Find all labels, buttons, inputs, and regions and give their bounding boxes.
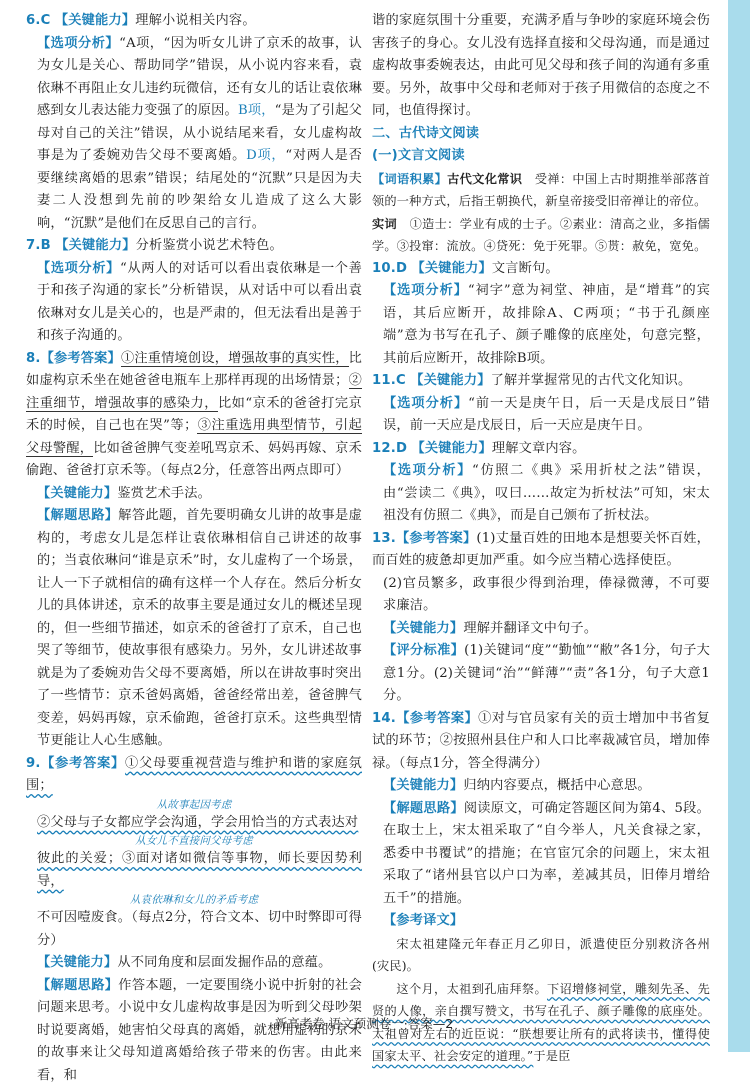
q13-answer: 13.【参考答案】(1)丈量百姓的田地本是想要关怀百姓，而百姓的疲惫却更加严重。如今应当精心选择使臣。 bbox=[372, 528, 710, 573]
q9-handwritten-note-2: 从女儿不直接问父母考虑 bbox=[26, 834, 362, 848]
q7-header: 7.B 【关键能力】分析鉴赏小说艺术特色。 bbox=[26, 235, 362, 258]
vocab-shici: 实词 ①造士：学业有成的士子。②素业：清高之业，多指儒学。③投窜：流放。④贷死：免于死罪。⑤贳：赦免，宽免。 bbox=[372, 213, 710, 258]
q9-answer-1: 9.【参考答案】①父母要重视营造与维护和谐的家庭氛围； bbox=[26, 753, 362, 798]
q13-answer-2: (2)官员繁多，政事很少得到治理，俸禄微薄，不可要求廉洁。 bbox=[372, 573, 710, 618]
page-edge-bar bbox=[728, 0, 750, 1052]
q14-answer: 14.【参考答案】①对与官员家有关的贡士增加中书省复试的环节；②按照州县住户和人口比率裁减官员，增加俸禄。（每点1分，答全得满分） bbox=[372, 708, 710, 776]
subsection-title-wenyan: (一)文言文阅读 bbox=[372, 145, 710, 168]
translation-paragraph-2: 这个月，太祖到孔庙拜祭。下诏增修祠堂，雕刻先圣、先贤的人像，亲自撰写赞文，书写在孔子、颜子雕像的底座处。太祖曾对左右的近臣说：“朕想要让所有的武将读书，懂得使国家太平、社会安定的道理。”于是臣 bbox=[372, 978, 710, 1068]
q12-analysis: 【选项分析】“仿照二《典》采用折杖之法”错误，由“尝读二《典》，叹曰……故定为折杖法”可知，宋太祖没有仿照二《典》，而是自己颁布了折杖法。 bbox=[372, 460, 710, 528]
vocab-culture: 【词语积累】古代文化常识 受禅：中国上古时期推举部落首领的一种方式，后指王朝换代，新皇帝接受旧帝禅让的帝位。 bbox=[372, 168, 710, 213]
q9-answer-4: 不可因噎废食。（每点2分，符合文本、切中时弊即可得分） bbox=[26, 907, 362, 952]
q8-thinking: 【解题思路】解答此题，首先要明确女儿讲的故事是虚构的，考虑女儿是怎样让袁依琳相信自己讲述的故事的；当袁依琳问“谁是京禾”时，女儿虚构了一个场景，让人一下子就相信的确有这样一个人存在。然后分析女儿的具体讲述，京禾的故事主要是通过女儿的概述呈现的，但一些细节描述，如京禾的爸爸打了京禾，自己也哭了等细节，使故事很有感染力。另外，女儿讲述故事就是为了委婉劝告父母不要离婚，所以在讲故事时突出了一些情节：京禾爸妈离婚，爸爸经常出差，爸爸脾气变差，妈妈再嫁，京禾偷跑，爸爸打京禾。这些典型情节更能让人心生感触。 bbox=[26, 505, 362, 753]
q12-header: 12.D 【关键能力】理解文章内容。 bbox=[372, 438, 710, 461]
q9-handwritten-note-3: 从袁依琳和女儿的矛盾考虑 bbox=[26, 893, 362, 907]
q9-thinking-continued: 谐的家庭氛围十分重要，充满矛盾与争吵的家庭环境会伤害孩子的身心。女儿没有选择直接和父母沟通，而是通过虚构故事委婉表达，由此可见父母和孩子间的沟通有多重要。另外，故事中父母和老师对于孩子用微信的态度之不同，也值得探讨。 bbox=[372, 10, 710, 123]
q11-analysis: 【选项分析】“前一天是庚午日，后一天是戊辰日”错误，前一天应是戊辰日，后一天应是庚午日。 bbox=[372, 393, 710, 438]
q14-thinking: 【解题思路】阅读原文，可确定答题区间为第4、5段。在取士上，宋太祖采取了“自今举人，凡关食禄之家，悉委中书覆试”的措施；在官宦冗余的问题上，宋太祖采取了“诸州县官以户口为率，差减其员，旧俸月增给五千”的措施。 bbox=[372, 798, 710, 911]
translation-paragraph-1: 宋太祖建隆元年春正月乙卯日，派遣使臣分别救济各州(灾民)。 bbox=[372, 933, 710, 978]
q6-analysis: 【选项分析】“A项，“因为听女儿讲了京禾的故事，认为女儿是关心、帮助同学”错误，从小说内容来看，袁依琳不再阻止女儿违约玩微信，还有女儿的话让袁依琳感到女儿表达能力变强了的原因。B项，“是为了引起父母对自己的关注”错误，从小说结尾来看，女儿虚构故事是为了委婉劝告父母不要离婚。D项，“对两人是否要继续离婚的思索”错误；结尾处的“沉默”只是因为夫妻二人没想到先前的吵架给女儿造成了这么大影响，“沉默”是他们在反思自己的言行。 bbox=[26, 33, 362, 236]
q10-analysis: 【选项分析】“祠字”意为祠堂、神庙，是“增葺”的宾语，其后应断开，故排除A、C两项；“书于孔颜座端”意为书写在孔子、颜子雕像的底座处，句意完整，其前后应断开，故排除B项。 bbox=[372, 280, 710, 370]
q9-handwritten-note-1: 从故事起因考虑 bbox=[26, 798, 362, 812]
q10-header: 10.D 【关键能力】文言断句。 bbox=[372, 258, 710, 281]
right-column bbox=[372, 10, 710, 1068]
q7-analysis: 【选项分析】“从两人的对话可以看出袁依琳是一个善于和孩子沟通的家长”分析错误，从对话中可以看出袁依琳对女儿是关心的，也是严肃的，但无法看出是善于和孩子沟通的。 bbox=[26, 258, 362, 348]
q11-header: 11.C 【关键能力】了解并掌握常见的古代文化知识。 bbox=[372, 370, 710, 393]
q9-answer-3: 彼此的关爱；③面对诸如微信等事物，师长要因势利导， bbox=[26, 848, 362, 893]
translation-heading: 【参考译文】 bbox=[372, 910, 710, 933]
q6-header: 6.C 【关键能力】理解小说相关内容。 bbox=[26, 10, 362, 33]
q13-ability: 【关键能力】理解并翻译文中句子。 bbox=[372, 618, 710, 641]
q8-ability: 【关键能力】鉴赏艺术手法。 bbox=[26, 483, 362, 506]
q9-thinking: 【解题思路】作答本题，一定要围绕小说中折射的社会问题来思考。小说中女儿虚构故事是因为听到父母吵架时说要离婚，她害怕父母真的离婚，就想用虚构的京禾的故事来让父母知道离婚给孩子带来的伤害。由此来看，和 bbox=[26, 975, 362, 1087]
q9-answer-2: ②父母与子女都应学会沟通，学会用恰当的方式表达对 bbox=[26, 812, 362, 835]
section-title-classical: 二、古代诗文阅读 bbox=[372, 123, 710, 146]
q9-ability: 【关键能力】从不同角度和层面发掘作品的意蕴。 bbox=[26, 952, 362, 975]
q14-ability: 【关键能力】归纳内容要点，概括中心意思。 bbox=[372, 775, 710, 798]
q8-answer: 8.【参考答案】①注重情境创设，增强故事的真实性，比如虚构京禾坐在她爸爸电瓶车上那样再现的出场情景；②注重细节，增强故事的感染力，比如“京禾的爸爸打完京禾的时候，自己也在哭”等；③注重选用典型情节，引起父母警醒，比如爸爸脾气变差吼骂京禾、妈妈再嫁、京禾偷跑、爸爸打京禾等。（每点2分，任意答出两点即可） bbox=[26, 348, 362, 483]
left-column bbox=[26, 10, 362, 1087]
q13-scoring: 【评分标准】(1)关键词“度”“勤恤”“敝”各1分，句子大意1分。(2)关键词“治”“鲜薄”“责”各1分，句子大意1分。 bbox=[372, 640, 710, 708]
page-footer: 新高考卷·语文预测卷一·答案—2 bbox=[0, 1014, 728, 1032]
